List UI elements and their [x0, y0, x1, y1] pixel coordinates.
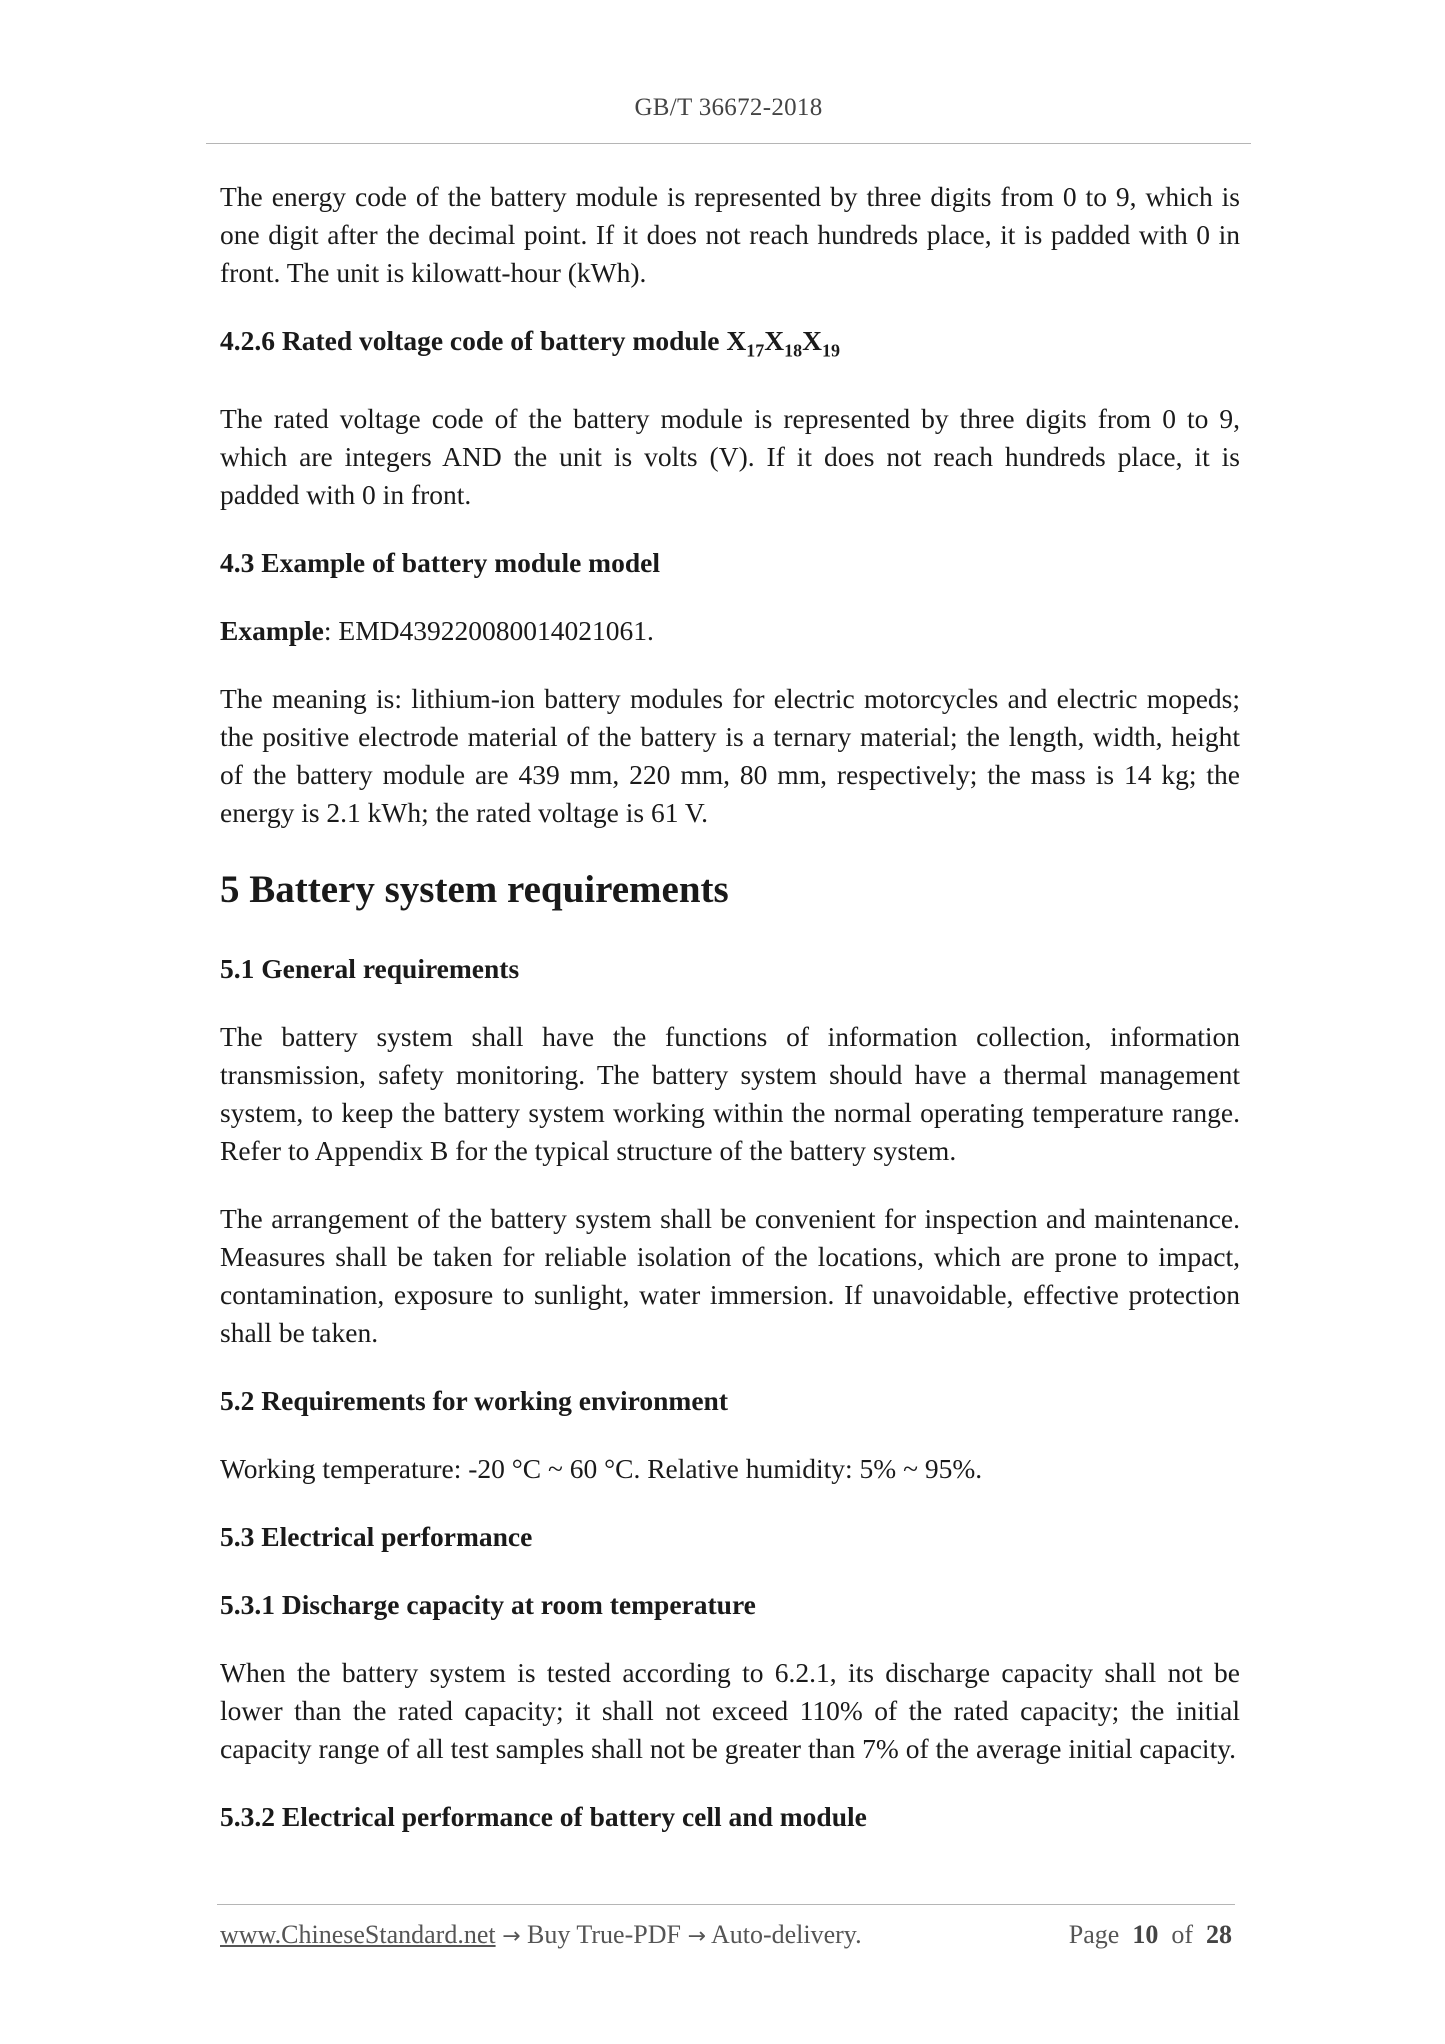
footer-buy-text: Buy True-PDF — [527, 1920, 681, 1949]
footer-delivery-text: Auto-delivery. — [710, 1920, 862, 1949]
example-value: : EMD439220080014021061. — [323, 614, 654, 646]
page-number: 10 — [1132, 1920, 1159, 1949]
page-content — [220, 178, 1240, 1836]
paragraph-voltage-code: The rated voltage code of the battery module is represented by three digits from 0 to 9, which are integers AND the unit is volts (V). If it does not reach hundreds place, it is padded with 0 in front. — [220, 402, 1240, 510]
page-total: 28 — [1206, 1920, 1232, 1949]
heading-section-5: 5 Battery system requirements — [220, 867, 729, 911]
of-word: of — [1171, 1920, 1193, 1949]
paragraph-general-requirements-2: The arrangement of the battery system shall be convenient for inspection and maintenance. Measures shall be taken for reliable isolation of the locations, which are prone to impact, contamination, exposure to sunlight, water immersion. If unavoidable, effective protection shall be taken. — [220, 1202, 1240, 1348]
subscript-18: 18 — [784, 340, 803, 361]
heading-5-1: 5.1 General requirements — [220, 952, 520, 984]
paragraph-working-environment: Working temperature: -20 °C ~ 60 °C. Relative humidity: 5% ~ 95%. — [220, 1452, 983, 1484]
heading-5-2: 5.2 Requirements for working environment — [220, 1384, 728, 1416]
heading-4-3: 4.3 Example of battery module model — [220, 546, 660, 578]
footer-divider — [217, 1904, 1235, 1905]
heading-x18: X — [764, 325, 785, 356]
paragraph-discharge-capacity: When the battery system is tested according to 6.2.1, its discharge capacity shall not be lower than the rated capacity; it shall not exceed 110% of the rated capacity; the initial capacity range of all test samples shall not be greater than 7% of the average initial capacity. — [220, 1656, 1240, 1764]
footer-left — [220, 1920, 862, 1950]
heading-5-3: 5.3 Electrical performance — [220, 1520, 533, 1552]
site-link[interactable]: www.ChineseStandard.net — [220, 1920, 496, 1949]
page-indicator — [1069, 1920, 1232, 1950]
page-word: Page — [1068, 1920, 1120, 1949]
example-label: Example — [220, 614, 324, 646]
page-header: GB/T 36672-2018 — [634, 94, 823, 121]
paragraph-general-requirements-1: The battery system shall have the functions of information collection, information transmission, safety monitoring. The battery system should have a thermal management system, to keep the battery system working within the normal operating temperature range. Refer to Appendix B for the typical structure of the battery system. — [220, 1020, 1240, 1166]
heading-x19: X — [802, 325, 822, 356]
heading-4-2-6 — [220, 322, 1240, 370]
arrow-right-icon: → — [502, 1924, 521, 1949]
subscript-17: 17 — [746, 340, 765, 361]
subscript-19: 19 — [821, 340, 840, 361]
heading-5-3-1: 5.3.1 Discharge capacity at room temperature — [220, 1588, 756, 1620]
header-divider — [206, 143, 1251, 144]
arrow-right-icon: → — [687, 1924, 706, 1949]
example-line — [220, 612, 1240, 650]
paragraph-example-meaning: The meaning is: lithium-ion battery modules for electric motorcycles and electric mopeds; the positive electrode material of the battery is a ternary material; the length, width, height of the battery module are 439 mm, 220 mm, 80 mm, respectively; the mass is 14 kg; the energy is 2.1 kWh; the rated voltage is 61 V. — [220, 682, 1240, 828]
paragraph-energy-code: The energy code of the battery module is represented by three digits from 0 to 9, which is one digit after the decimal point. If it does not reach hundreds place, it is padded with 0 in front. The unit is kilowatt-hour (kWh). — [220, 181, 1240, 288]
heading-4-2-6-text: 4.2.6 Rated voltage code of battery module X — [220, 325, 747, 356]
heading-5-3-2: 5.3.2 Electrical performance of battery cell and module — [220, 1800, 867, 1832]
